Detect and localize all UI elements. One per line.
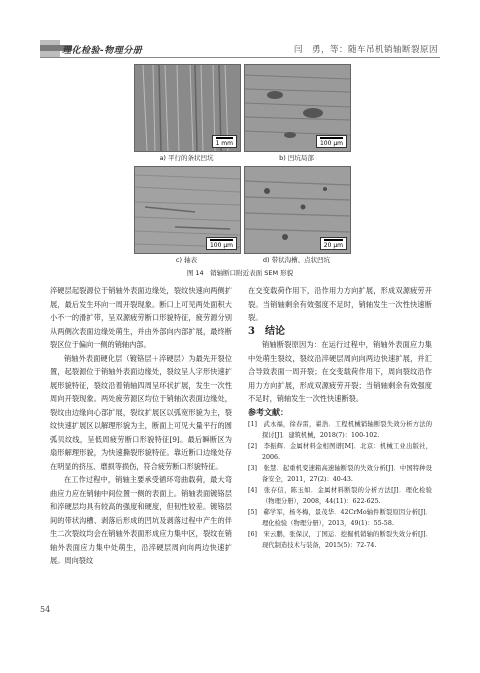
paragraph: 销轴断裂原因为：在运行过程中，销轴外表面应力集中处萌生裂纹，裂纹沿淬硬层周向向两边快速扩展，并汇合导致表面一周开裂；在交变载荷作用下，周向裂纹沿作用力方向扩展，形成双源疲劳开裂；当销轴剩余有效强度不足时，销轴发生一次性快速断裂。: [248, 340, 432, 403]
scale-bar-c: 100 μm: [206, 237, 237, 250]
left-column: [50, 284, 232, 568]
scale-bar-b: 100 μm: [316, 135, 347, 148]
panel-label-c: c) 轴表: [175, 256, 198, 264]
paragraph: 在交变载荷作用下，沿作用力方向扩展，形成双源疲劳开裂。当销轴剩余有效强度不足时，销轴发生一次性快速断裂。: [248, 286, 432, 322]
references-title: 参考文献：: [248, 406, 288, 417]
reference-item: [5] 郗学军，杨冬梅，景茂华．42CrMo轴件断裂原因分析[J]．理化检验（物理分册），2013，49(1)：55-58.: [248, 509, 432, 527]
sem-panel-b: [244, 64, 351, 152]
reference-item: [1] 武永福，徐春雷，翟浩．工程机械销轴断裂失效分析方法的探讨[J]．建筑机械，2018(7)：100-102.: [248, 421, 432, 439]
reference-item: [6] 宋云鹏，张保汉，丁国运．挖掘机销轴的断裂失效分析[J]．现代制造技术与装备，2015(5)：72-74.: [248, 531, 432, 549]
section-title: 3 结论: [248, 325, 285, 337]
page-number: 54: [40, 605, 51, 614]
reference-item: [2] 李振辉．金属材料金相图谱[M]．北京：机械工业出版社，2006.: [248, 443, 432, 461]
journal-name: 理化检验-物理分册: [62, 46, 143, 56]
sem-panel-c: [134, 166, 241, 254]
panel-label-d: d) 带状沟槽、点状凹坑: [262, 256, 331, 264]
sem-panel-d: [244, 166, 351, 254]
running-title: 闫 勇，等：随车吊机销轴断裂原因: [293, 45, 438, 55]
paragraph: 在工作过程中，销轴主要承受循环弯曲载荷，最大弯曲应力应在销轴中间位置一侧的表面上。销轴表面镀铬层和淬硬层均具有较高的强度和硬度，但韧性较差。镀铬层间的带状沟槽、剥落后形成的凹坑及剥落过程中产生的伴生二次裂纹均会在销轴外表面形成应力集中区，裂纹在销轴外表面应力集中处萌生，沿淬硬层周向向两边快速扩展。周向裂纹: [50, 475, 232, 565]
right-column: [248, 284, 432, 551]
reference-item: [3] 张慧．起重机变速箱高速轴断裂的失效分析[J]．中国特种设备安全，2011，27(2)：40-43.: [248, 465, 432, 483]
header-rule: [40, 57, 440, 58]
scale-bar-a: 1 mm: [212, 135, 237, 148]
scale-bar-d: 20 μm: [320, 237, 347, 250]
sem-panel-a: [134, 64, 241, 152]
panel-label-b: b) 凹坑局部: [279, 154, 314, 162]
panel-label-a: a) 平行的条状凹坑: [159, 154, 214, 162]
figure-caption: 图 14 销轴断口附近表面 SEM 形貌: [186, 269, 294, 277]
paragraph: 销轴外表面硬化层（镀铬层＋淬硬层）为最先开裂位置，起裂源位于销轴外表面边缘处，裂纹呈人字形快速扩展形貌特征，裂纹沿着销轴四周呈环状扩展，发生一次性周向开裂现象。两处疲劳源区均位于销轴次表面边缘处，裂纹由边缘向心部扩展，裂纹扩展区以弧宽形貌为主，裂纹快速扩展区以解理形貌为主，断面上可见大量平行的圆弧贝纹线，呈低周疲劳断口形貌特征[9]。最后瞬断区为扇形解理形貌，为快速撕裂形貌特征。靠近断口边缘处存在明显的挤压、磨损等损伤，符合疲劳断口形貌特征。: [50, 353, 232, 471]
reference-item: [4] 张存信，陈玉如．金属材料断裂的分析方法[J]．理化检验（物理分册），2008，44(11)：622-625.: [248, 487, 432, 505]
paragraph: 淬硬层起裂源位于销轴外表面边缘处，裂纹快速向两侧扩展，最后发生环向一周开裂现象。断口上可见两处面积大小不一的滑扩带，呈双源疲劳断口形貌特征，疲劳源分别从两侧次表面边缘处萌生，并由外部向内部扩展，最终断裂区位于偏向一侧的销轴内部。: [50, 286, 232, 349]
